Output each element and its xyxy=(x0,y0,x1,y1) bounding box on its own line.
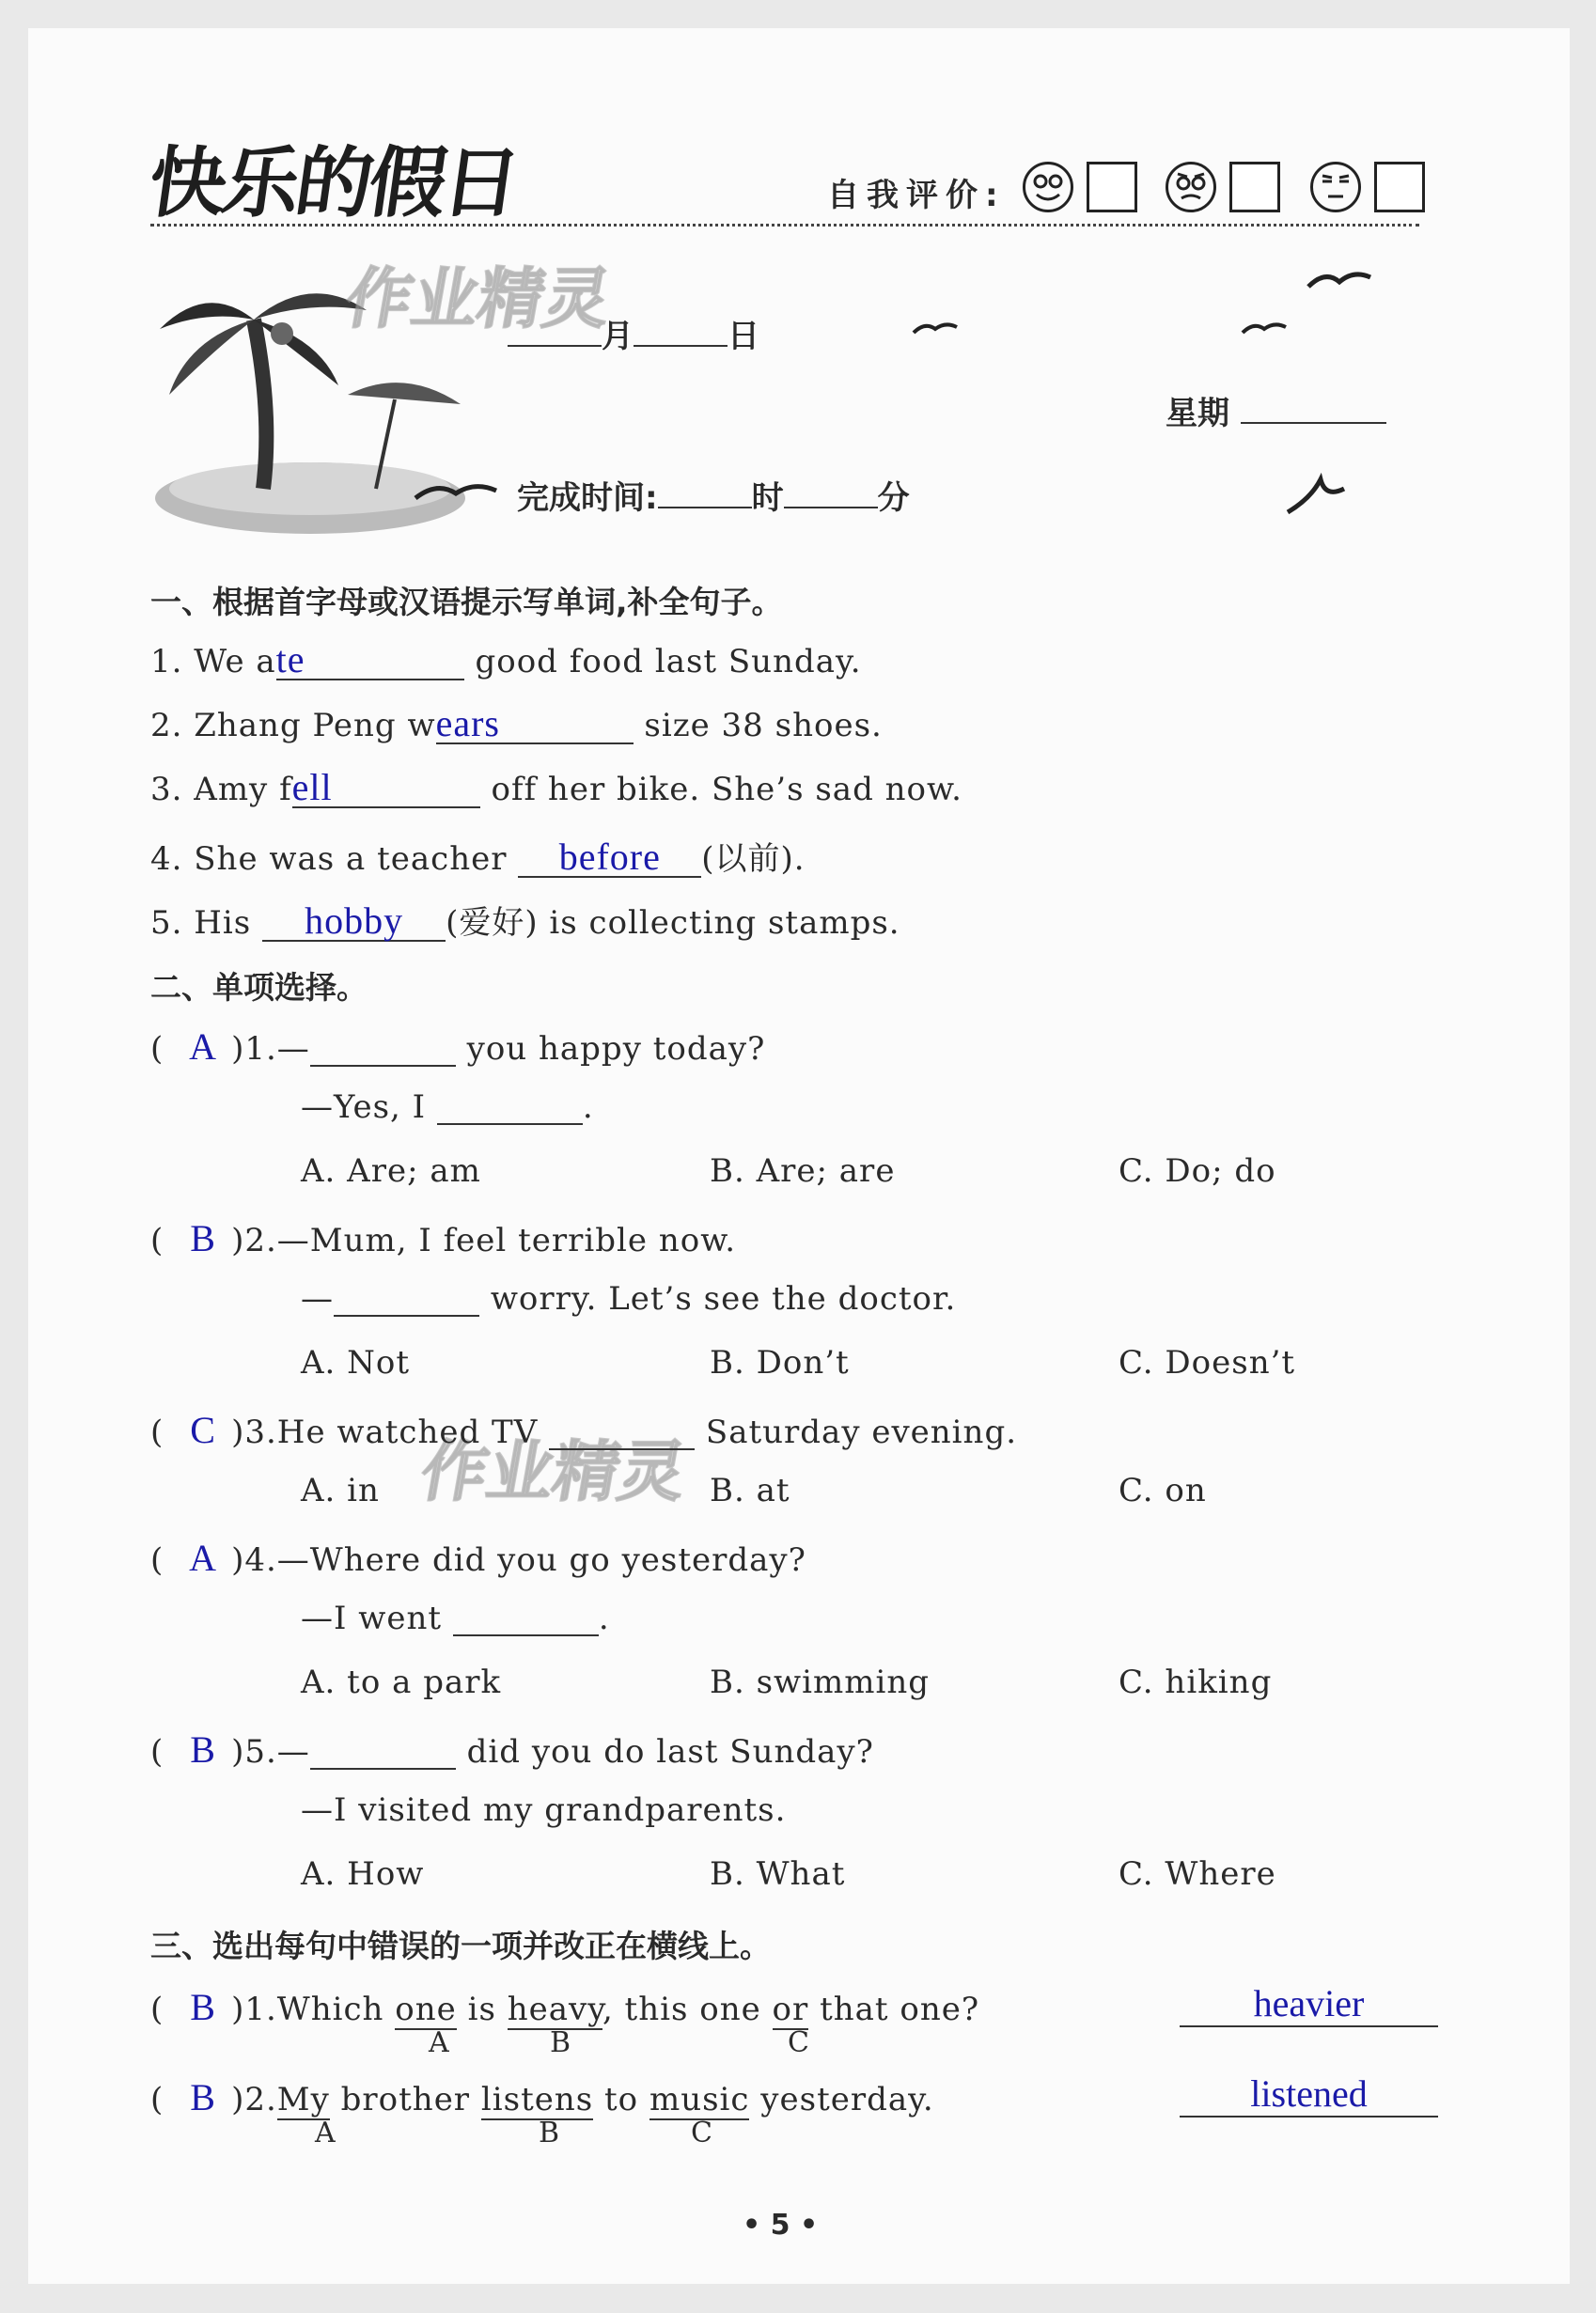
header-divider xyxy=(150,224,1419,227)
option-b[interactable]: B. at xyxy=(710,1472,790,1509)
option-label-c: C xyxy=(788,2026,809,2059)
watermark: 作业精灵 xyxy=(415,1433,693,1510)
option-label-a: A xyxy=(429,2026,449,2059)
weekday-line: 星期 xyxy=(1166,387,1386,433)
answer-blank[interactable] xyxy=(310,1736,456,1770)
answer-choice[interactable]: B xyxy=(190,2076,216,2118)
bird-icon xyxy=(912,320,959,340)
section2-title: 二、单项选择。 xyxy=(150,969,368,1006)
answer-choice[interactable]: A xyxy=(189,1537,218,1579)
error-item: ( B )2.My brother listens to music yesterday. xyxy=(150,2076,934,2118)
answer-blank[interactable] xyxy=(310,1033,456,1067)
option-a[interactable]: A. Are; am xyxy=(301,1152,481,1190)
section3-title: 三、选出每句中错误的一项并改正在横线上。 xyxy=(150,1928,771,1964)
option-c[interactable]: C. Do; do xyxy=(1119,1152,1276,1190)
option-label-c: C xyxy=(691,2117,712,2149)
mc-question: ( A )1.— you happy today? xyxy=(150,1025,766,1068)
mc-question: ( A )4.—Where did you go yesterday? xyxy=(150,1537,806,1579)
answer-blank[interactable]: hobby xyxy=(262,902,446,942)
fill-item: 2. Zhang Peng wears size 38 shoes. xyxy=(150,702,883,744)
bird-icon xyxy=(1283,470,1349,517)
option-c[interactable]: C. Where xyxy=(1119,1855,1276,1893)
correction-blank[interactable]: listened xyxy=(1180,2071,1438,2118)
self-eval-label: 自我评价: xyxy=(827,177,1006,214)
option-a[interactable]: A. Not xyxy=(301,1344,411,1382)
option-label-b: B xyxy=(539,2117,560,2149)
answer-choice[interactable]: C xyxy=(190,1409,216,1451)
correction-blank[interactable]: heavier xyxy=(1180,1981,1438,2027)
option-c[interactable]: C. hiking xyxy=(1119,1664,1273,1701)
fill-item: 4. She was a teacher before (以前). xyxy=(150,836,806,878)
answer-blank[interactable]: te xyxy=(276,641,464,680)
option-a[interactable]: A. How xyxy=(301,1855,425,1893)
answer-blank[interactable] xyxy=(334,1283,479,1317)
month-blank[interactable] xyxy=(508,345,602,347)
fill-item: 1. We ate good food last Sunday. xyxy=(150,638,862,680)
answer-blank[interactable]: ell xyxy=(292,769,480,808)
weekday-blank[interactable] xyxy=(1241,422,1386,424)
finish-time-line: 完成时间: 时 分 xyxy=(517,479,910,517)
answer-choice[interactable]: B xyxy=(190,1728,216,1771)
eval-checkbox-sad[interactable] xyxy=(1374,162,1425,212)
mc-question: ( C )3.He watched TV Saturday evening. xyxy=(150,1409,1018,1451)
worried-face-icon xyxy=(1166,162,1216,212)
day-blank[interactable] xyxy=(634,345,728,347)
watermark: 作业精灵 xyxy=(339,260,618,337)
option-a[interactable]: A. in xyxy=(301,1472,380,1509)
bird-icon xyxy=(1307,268,1372,296)
fill-item: 5. His hobby (爱好) is collecting stamps. xyxy=(150,899,900,942)
option-c[interactable]: C. Doesn’t xyxy=(1119,1344,1296,1382)
minute-blank[interactable] xyxy=(784,507,878,508)
option-label-b: B xyxy=(550,2026,571,2059)
option-b[interactable]: B. Don’t xyxy=(710,1344,850,1382)
option-b[interactable]: B. swimming xyxy=(710,1664,931,1701)
mc-line: —I went . xyxy=(301,1600,610,1637)
option-a[interactable]: A. to a park xyxy=(301,1664,502,1701)
page-number: • 5 • xyxy=(743,2209,819,2242)
sad-face-icon xyxy=(1310,162,1361,212)
answer-blank[interactable] xyxy=(453,1602,599,1636)
option-c[interactable]: C. on xyxy=(1119,1472,1207,1509)
brand-title: 快乐的假日 xyxy=(143,139,523,228)
answer-choice[interactable]: B xyxy=(190,1986,216,2028)
date-line: 月 日 xyxy=(508,310,759,356)
answer-choice[interactable]: B xyxy=(190,1217,216,1259)
answer-blank[interactable]: before xyxy=(518,838,701,878)
mc-line: — worry. Let’s see the doctor. xyxy=(301,1280,957,1318)
option-b[interactable]: B. What xyxy=(710,1855,846,1893)
section1-title: 一、根据首字母或汉语提示写单词,补全句子。 xyxy=(150,584,783,620)
bird-icon xyxy=(1241,320,1288,340)
mc-line: —Yes, I . xyxy=(301,1088,594,1126)
happy-face-icon xyxy=(1023,162,1073,212)
option-label-a: A xyxy=(315,2117,336,2149)
mc-question: ( B )5.— did you do last Sunday? xyxy=(150,1728,874,1771)
answer-blank[interactable]: ears xyxy=(436,705,634,744)
error-item: ( B )1.Which one is heavy, this one or that one? xyxy=(150,1986,980,2028)
answer-blank[interactable] xyxy=(549,1416,695,1450)
mc-question: ( B )2.—Mum, I feel terrible now. xyxy=(150,1217,737,1259)
hour-blank[interactable] xyxy=(658,507,752,508)
answer-blank[interactable] xyxy=(437,1091,583,1125)
eval-checkbox-worried[interactable] xyxy=(1229,162,1280,212)
mc-line: —I visited my grandparents. xyxy=(301,1791,787,1829)
answer-choice[interactable]: A xyxy=(189,1025,218,1068)
worksheet-page xyxy=(28,28,1570,2284)
option-b[interactable]: B. Are; are xyxy=(710,1152,896,1190)
bird-icon xyxy=(414,479,498,508)
eval-checkbox-happy[interactable] xyxy=(1087,162,1137,212)
fill-item: 3. Amy fell off her bike. She’s sad now. xyxy=(150,766,962,808)
